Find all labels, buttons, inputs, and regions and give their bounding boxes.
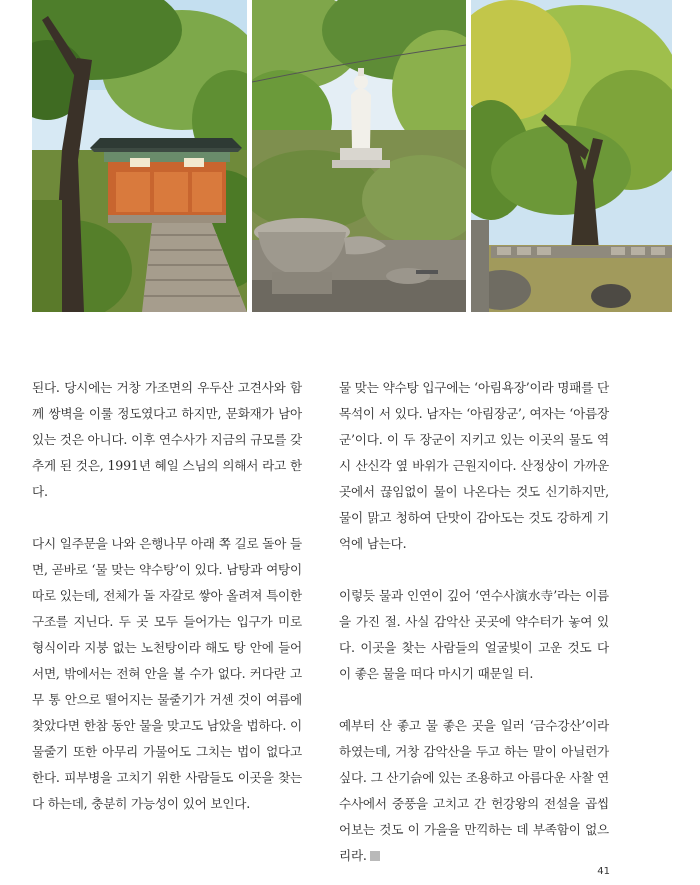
buddha-statue-image [252,0,466,312]
article-paragraph-final [339,713,609,869]
article-paragraph: 된다. 당시에는 거창 가조면의 우두산 고견사와 함께 쌍벽을 이룰 정도였다고 하지만, 문화재가 남아 있는 것은 아니다. 이후 연수사가 지금의 규모를 갖추게 된 것은, 1991년 혜일 스님의 의해서 라고 한다. [32,380,302,499]
article-right-column [339,375,609,869]
article-paragraph: 물 맞는 약수탕 입구에는 ‘아림욕장’이라 명패를 단 목석이 서 있다. 남자는 ‘아림장군’, 여자는 ‘아름장군’이다. 이 두 장군이 지키고 있는 이곳의 물도 역시 산신각 옆 바위가 근원지이다. 산정상이 가까운 곳에서 끊임없이 물이 나온다는 것도 신기하지만, 물이 맑고 청하여 단맛이 감아도는 것도 강하게 기억에 남는다. [339,380,609,551]
article-paragraph: 다시 일주문을 나와 은행나무 아래 쪽 길로 돌아 들면, 곧바로 ‘물 맞는 약수탕’이 있다. 남탕과 여탕이 따로 있는데, 전체가 돌 자갈로 쌓아 올려져 특이한 구조를 지닌다. 두 곳 모두 들어가는 입구가 미로 형식이라 지붕 없는 노천탕이라 해도 탕 안에 들어서면, 밖에서는 전혀 안을 볼 수가 없다. 커다란 고무 통 안으로 떨어지는 물줄기가 거센 것이 여름에 찾았다면 한참 동안 물을 맞고도 남았을 법하다. 이 물줄기 또한 아무리 가물어도 그치는 법이 없다고 한다. 피부병을 고치기 위한 사람들도 이곳을 찾는다 하는데, 충분히 가능성이 있어 보인다. [32,536,302,811]
photo-strip [32,0,672,312]
end-mark-icon [370,851,380,861]
page-number: 41 [597,866,610,877]
article-left-column [32,375,302,817]
temple-pavilion-image [32,0,247,312]
ginkgo-tree-image [471,0,672,312]
buddha-statue-photo [252,0,466,312]
article-paragraph: 이렇듯 물과 인연이 깊어 ‘연수사演水寺’라는 이름을 가진 절. 사실 감악산 곳곳에 약수터가 놓여 있다. 이곳을 찾는 사람들의 얼굴빛이 고운 것도 다 이 좋은 물을 떠다 마시기 때문일 터. [339,588,609,681]
article-paragraph-final-text: 예부터 산 좋고 물 좋은 곳을 일러 ‘금수강산’이라 하였는데, 거창 감악산을 두고 하는 말이 아닐런가 싶다. 그 산기슭에 있는 조용하고 아름다운 사찰 연수사에서 중풍을 고치고 간 헌강왕의 전설을 곱씹어보는 것도 이 가을을 만끽하는 데 부족함이 없으리라. [339,718,609,863]
temple-pavilion-photo [32,0,247,312]
ginkgo-tree-photo [471,0,672,312]
